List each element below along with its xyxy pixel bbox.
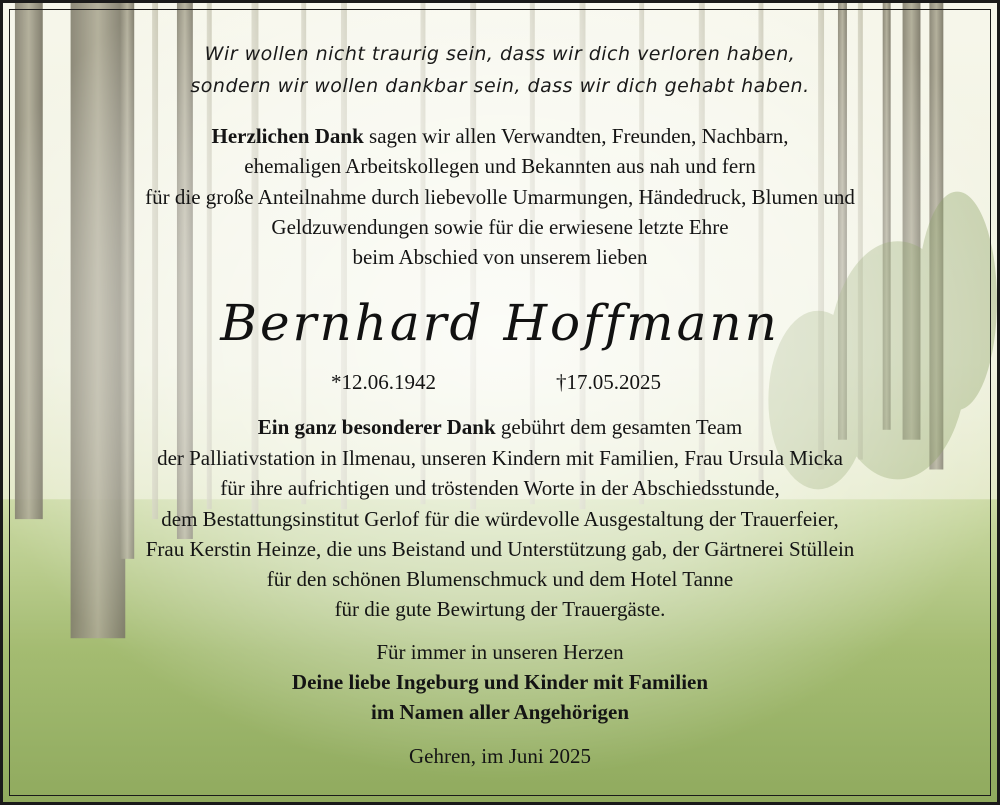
- special-thanks-line-5: Frau Kerstin Heinze, die uns Beistand und Unterstützung gab, der Gärtnerei Stüllein: [145, 537, 855, 561]
- special-thanks-rest: gebührt dem gesamten Team: [495, 415, 743, 439]
- special-thanks-line-1: [3, 415, 997, 440]
- special-thanks-bold: Ein ganz besonderer Dank: [257, 415, 496, 439]
- death-date: †17.05.2025: [556, 370, 661, 394]
- closing-line: Für immer in unseren Herzen: [376, 640, 624, 664]
- special-thanks-line-3: für ihre aufrichtigen und tröstenden Worte in der Abschiedsstunde,: [220, 476, 780, 500]
- motto-line-2: sondern wir wollen dankbar sein, dass wir dich gehabt haben.: [190, 75, 810, 97]
- special-thanks-line-4: dem Bestattungsinstitut Gerlof für die würdevolle Ausgestaltung der Trauerfeier,: [161, 507, 839, 531]
- signer-line-2: [3, 700, 997, 725]
- signer-relatives: im Namen aller Angehörigen: [370, 700, 629, 724]
- thanks-intro-bold: Herzlichen Dank: [211, 124, 364, 148]
- birth-date: *12.06.1942: [331, 370, 436, 394]
- thanks-intro-line-2: ehemaligen Arbeitskollegen und Bekannten aus nah und fern: [244, 154, 756, 178]
- thanks-intro-line-1: [3, 124, 997, 149]
- thanks-intro-line-5: beim Abschied von unserem lieben: [352, 245, 648, 269]
- thanks-intro-line-4: Geldzuwendungen sowie für die erwiesene letzte Ehre: [271, 215, 729, 239]
- motto-line-1: Wir wollen nicht traurig sein, dass wir dich verloren haben,: [204, 43, 796, 65]
- special-thanks-line-6: für den schönen Blumenschmuck und dem Hotel Tanne: [266, 567, 734, 591]
- obituary-text: [3, 3, 997, 802]
- special-thanks-line-2: der Palliativstation in Ilmenau, unseren Kindern mit Familien, Frau Ursula Micka: [157, 446, 843, 470]
- thanks-intro-rest: sagen wir allen Verwandten, Freunden, Nachbarn,: [363, 124, 789, 148]
- signer-line-1: [3, 670, 997, 695]
- special-thanks-line-7: für die gute Bewirtung der Trauergäste.: [334, 597, 666, 621]
- place-and-date: Gehren, im Juni 2025: [409, 744, 591, 768]
- deceased-name: Bernhard Hoffmann: [220, 294, 780, 352]
- thanks-intro-line-3: für die große Anteilnahme durch liebevolle Umarmungen, Händedruck, Blumen und: [145, 185, 855, 209]
- signer-names: Deine liebe Ingeburg und Kinder mit Familien: [291, 670, 709, 694]
